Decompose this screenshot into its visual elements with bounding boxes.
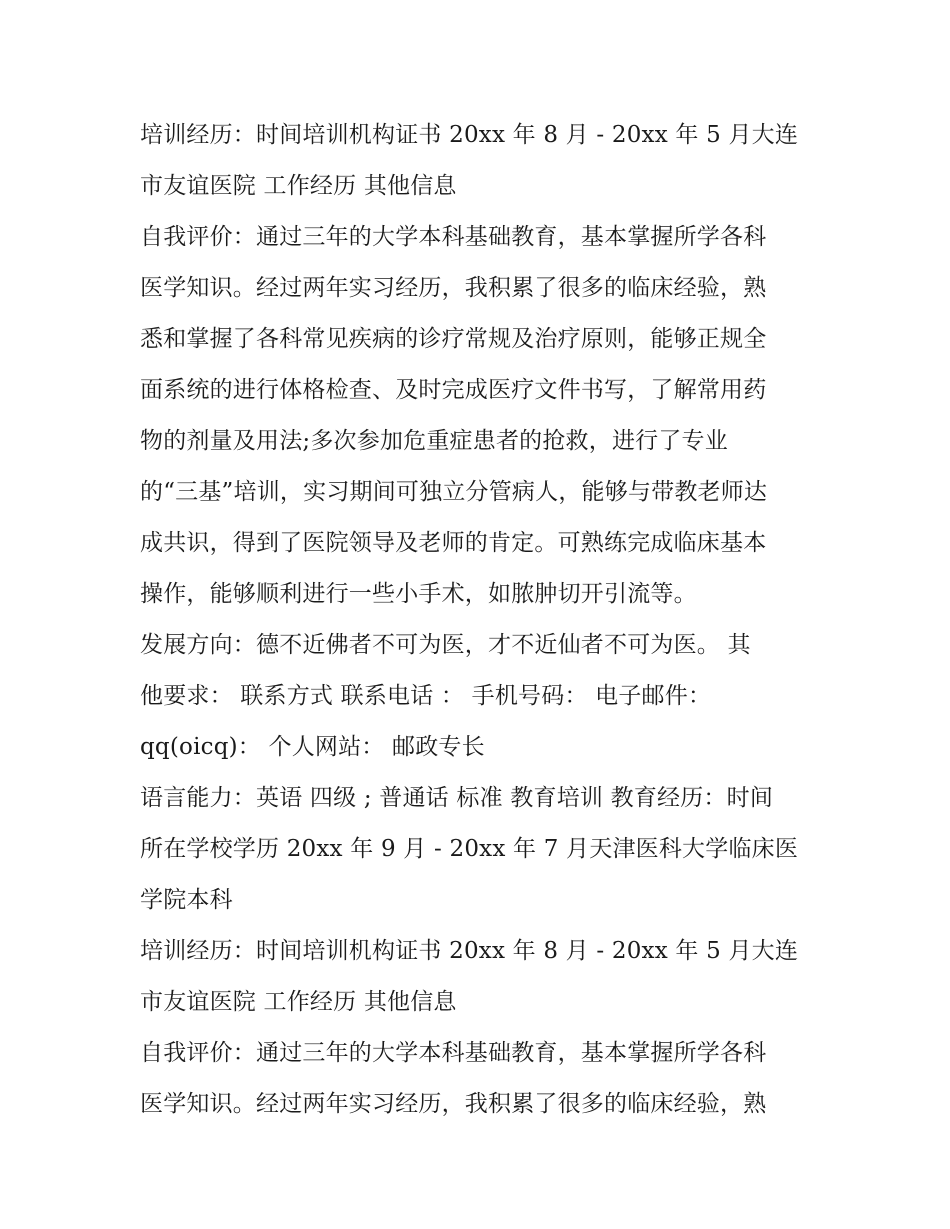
text-line-20: 医学知识。经过两年实习经历，我积累了很多的临床经验，熟 [140, 1091, 767, 1117]
text-line-8: 的“三基”培训，实习期间可独立分管病人，能够与带教老师达 [140, 479, 768, 505]
document-body [140, 110, 820, 1130]
text-line-18: 市友谊医院 工作经历 其他信息 [140, 989, 457, 1015]
text-line-10: 操作，能够顺利进行一些小手术，如脓肿切开引流等。 [140, 581, 697, 607]
text-line-15: 所在学校学历 20xx 年 9 月 - 20xx 年 7 月天津医科大学临床医 [140, 836, 799, 862]
text-line-1: 培训经历：时间培训机构证书 20xx 年 8 月 - 20xx 年 5 月大连 [140, 122, 799, 148]
text-line-6: 面系统的进行体格检查、及时完成医疗文件书写，了解常用药 [140, 377, 767, 403]
text-line-14: 语言能力：英语 四级 ; 普通话 标准 教育培训 教育经历：时间 [140, 785, 774, 811]
text-line-5: 悉和掌握了各科常见疾病的诊疗常规及治疗原则，能够正规全 [140, 326, 767, 352]
text-line-13: qq(oicq)： 个人网站： 邮政专长 [140, 734, 485, 760]
text-line-7: 物的剂量及用法;多次参加危重症患者的抢救，进行了专业 [140, 428, 728, 454]
text-line-19: 自我评价：通过三年的大学本科基础教育，基本掌握所学各科 [140, 1040, 767, 1066]
text-line-11: 发展方向：德不近佛者不可为医，才不近仙者不可为医。 其 [140, 632, 751, 658]
text-line-16: 学院本科 [140, 887, 233, 913]
text-line-12: 他要求： 联系方式 联系电话 ： 手机号码： 电子邮件： [140, 683, 712, 709]
text-line-17: 培训经历：时间培训机构证书 20xx 年 8 月 - 20xx 年 5 月大连 [140, 938, 799, 964]
text-line-3: 自我评价：通过三年的大学本科基础教育，基本掌握所学各科 [140, 224, 767, 250]
text-line-2: 市友谊医院 工作经历 其他信息 [140, 173, 457, 199]
text-line-9: 成共识，得到了医院领导及老师的肯定。可熟练完成临床基本 [140, 530, 767, 556]
text-line-4: 医学知识。经过两年实习经历，我积累了很多的临床经验，熟 [140, 275, 767, 301]
